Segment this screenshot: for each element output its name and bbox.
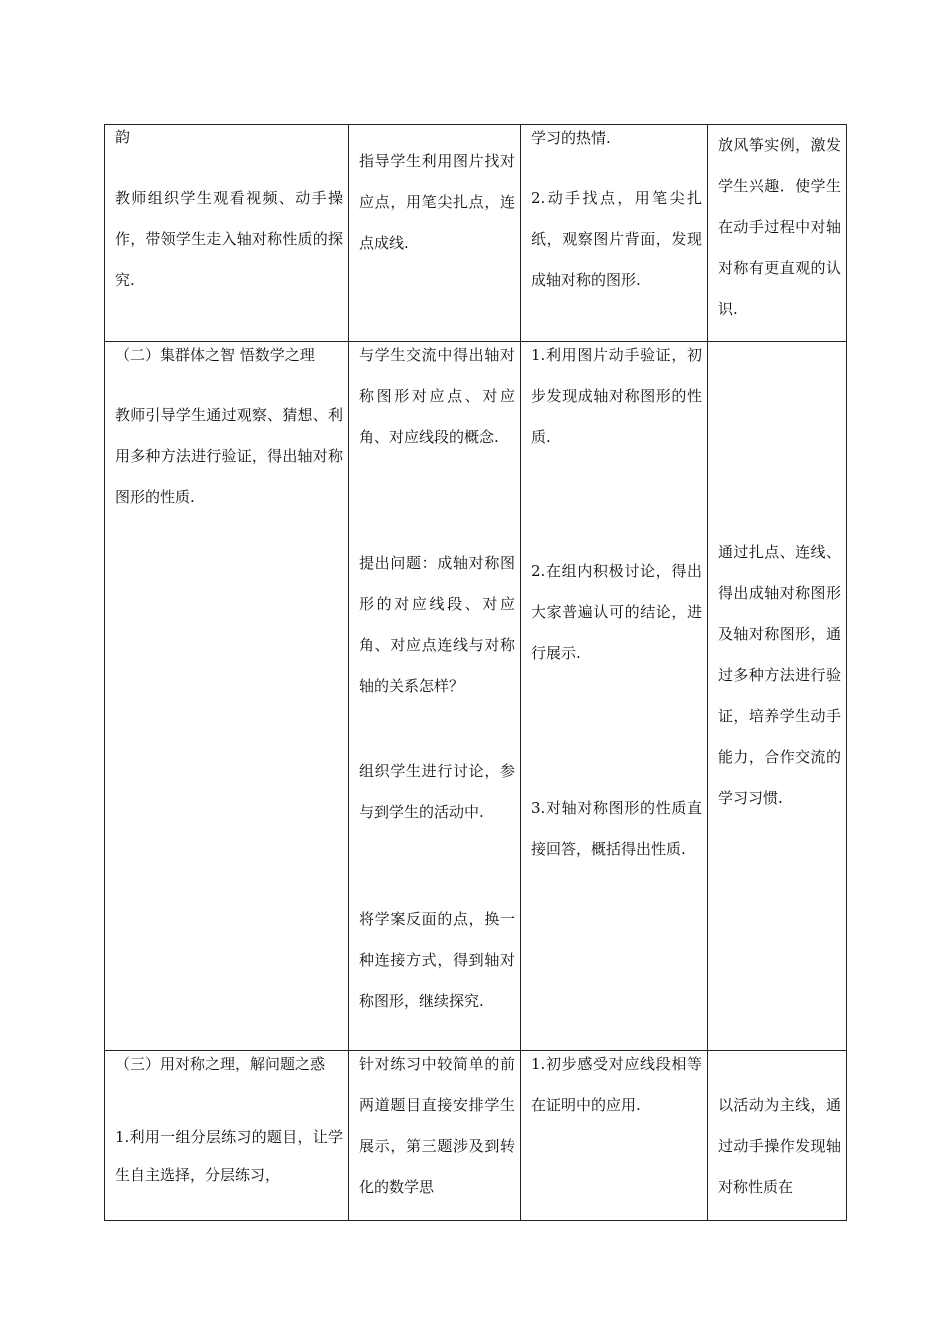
cell-text: 组织学生进行讨论，参与到学生的活动中. — [359, 762, 515, 821]
cell-text: 2.在组内积极讨论，得出大家普遍认可的结论，进行展示. — [531, 562, 702, 662]
student-activity-cell — [521, 342, 708, 1050]
design-intent-cell — [708, 1051, 847, 1221]
cell-text: 1.初步感受对应线段相等在证明中的应用. — [531, 1055, 702, 1114]
cell-text: 针对练习中较简单的前两道题目直接安排学生展示，第三题涉及到转化的数学思 — [359, 1055, 515, 1196]
cell-text: 提出问题：成轴对称图形的对应线段、对应角、对应点连线与对称轴的关系怎样？ — [359, 554, 515, 695]
cell-text: 以活动为主线，通过动手操作发现轴对称性质在 — [718, 1096, 841, 1196]
cell-text: 教师组织学生观看视频、动手操作，带领学生走入轴对称性质的探究. — [115, 189, 343, 289]
teaching-content-cell — [105, 342, 349, 1050]
student-activity-cell — [521, 1051, 708, 1221]
teaching-content-cell — [105, 1051, 349, 1221]
teacher-activity-cell — [349, 1051, 521, 1221]
cell-text: 2.动手找点，用笔尖扎纸，观察图片背面，发现成轴对称的图形. — [531, 189, 702, 289]
student-activity-cell — [521, 125, 708, 341]
design-intent-cell — [708, 342, 847, 1050]
cell-text: 1.利用一组分层练习的题目，让学生自主选择，分层练习， — [115, 1128, 343, 1184]
lesson-plan-table — [104, 124, 847, 1221]
table-row — [105, 342, 847, 1050]
section-heading: （三）用对称之理，解问题之惑 — [115, 1055, 326, 1073]
teacher-activity-cell — [349, 125, 521, 341]
cell-text: 教师引导学生通过观察、猜想、利用多种方法进行验证，得出轴对称图形的性质. — [115, 406, 343, 506]
cell-text: 学习的热情. — [531, 129, 611, 147]
cell-text: 通过扎点、连线、得出成轴对称图形及轴对称图形，通过多种方法进行验证，培养学生动手能力，合作交流的学习习惯. — [718, 543, 841, 807]
cell-text: 韵 — [115, 128, 131, 146]
design-intent-cell — [708, 125, 847, 341]
table-row — [105, 1051, 847, 1221]
cell-text: 与学生交流中得出轴对称图形对应点、对应角、对应线段的概念. — [359, 346, 515, 446]
cell-text: 将学案反面的点，换一种连接方式，得到轴对称图形，继续探究. — [359, 910, 515, 1010]
teacher-activity-cell — [349, 342, 521, 1050]
teaching-content-cell — [105, 125, 349, 341]
cell-text: 1.利用图片动手验证，初步发现成轴对称图形的性质. — [531, 346, 702, 446]
cell-text: 指导学生利用图片找对应点，用笔尖扎点，连点成线. — [359, 152, 515, 252]
cell-text: 3.对轴对称图形的性质直接回答，概括得出性质. — [531, 799, 702, 858]
cell-text: 放风筝实例，激发学生兴趣．使学生在动手过程中对轴对称有更直观的认识. — [718, 136, 841, 318]
table-row — [105, 125, 847, 341]
section-heading: （二）集群体之智 悟数学之理 — [115, 346, 315, 364]
